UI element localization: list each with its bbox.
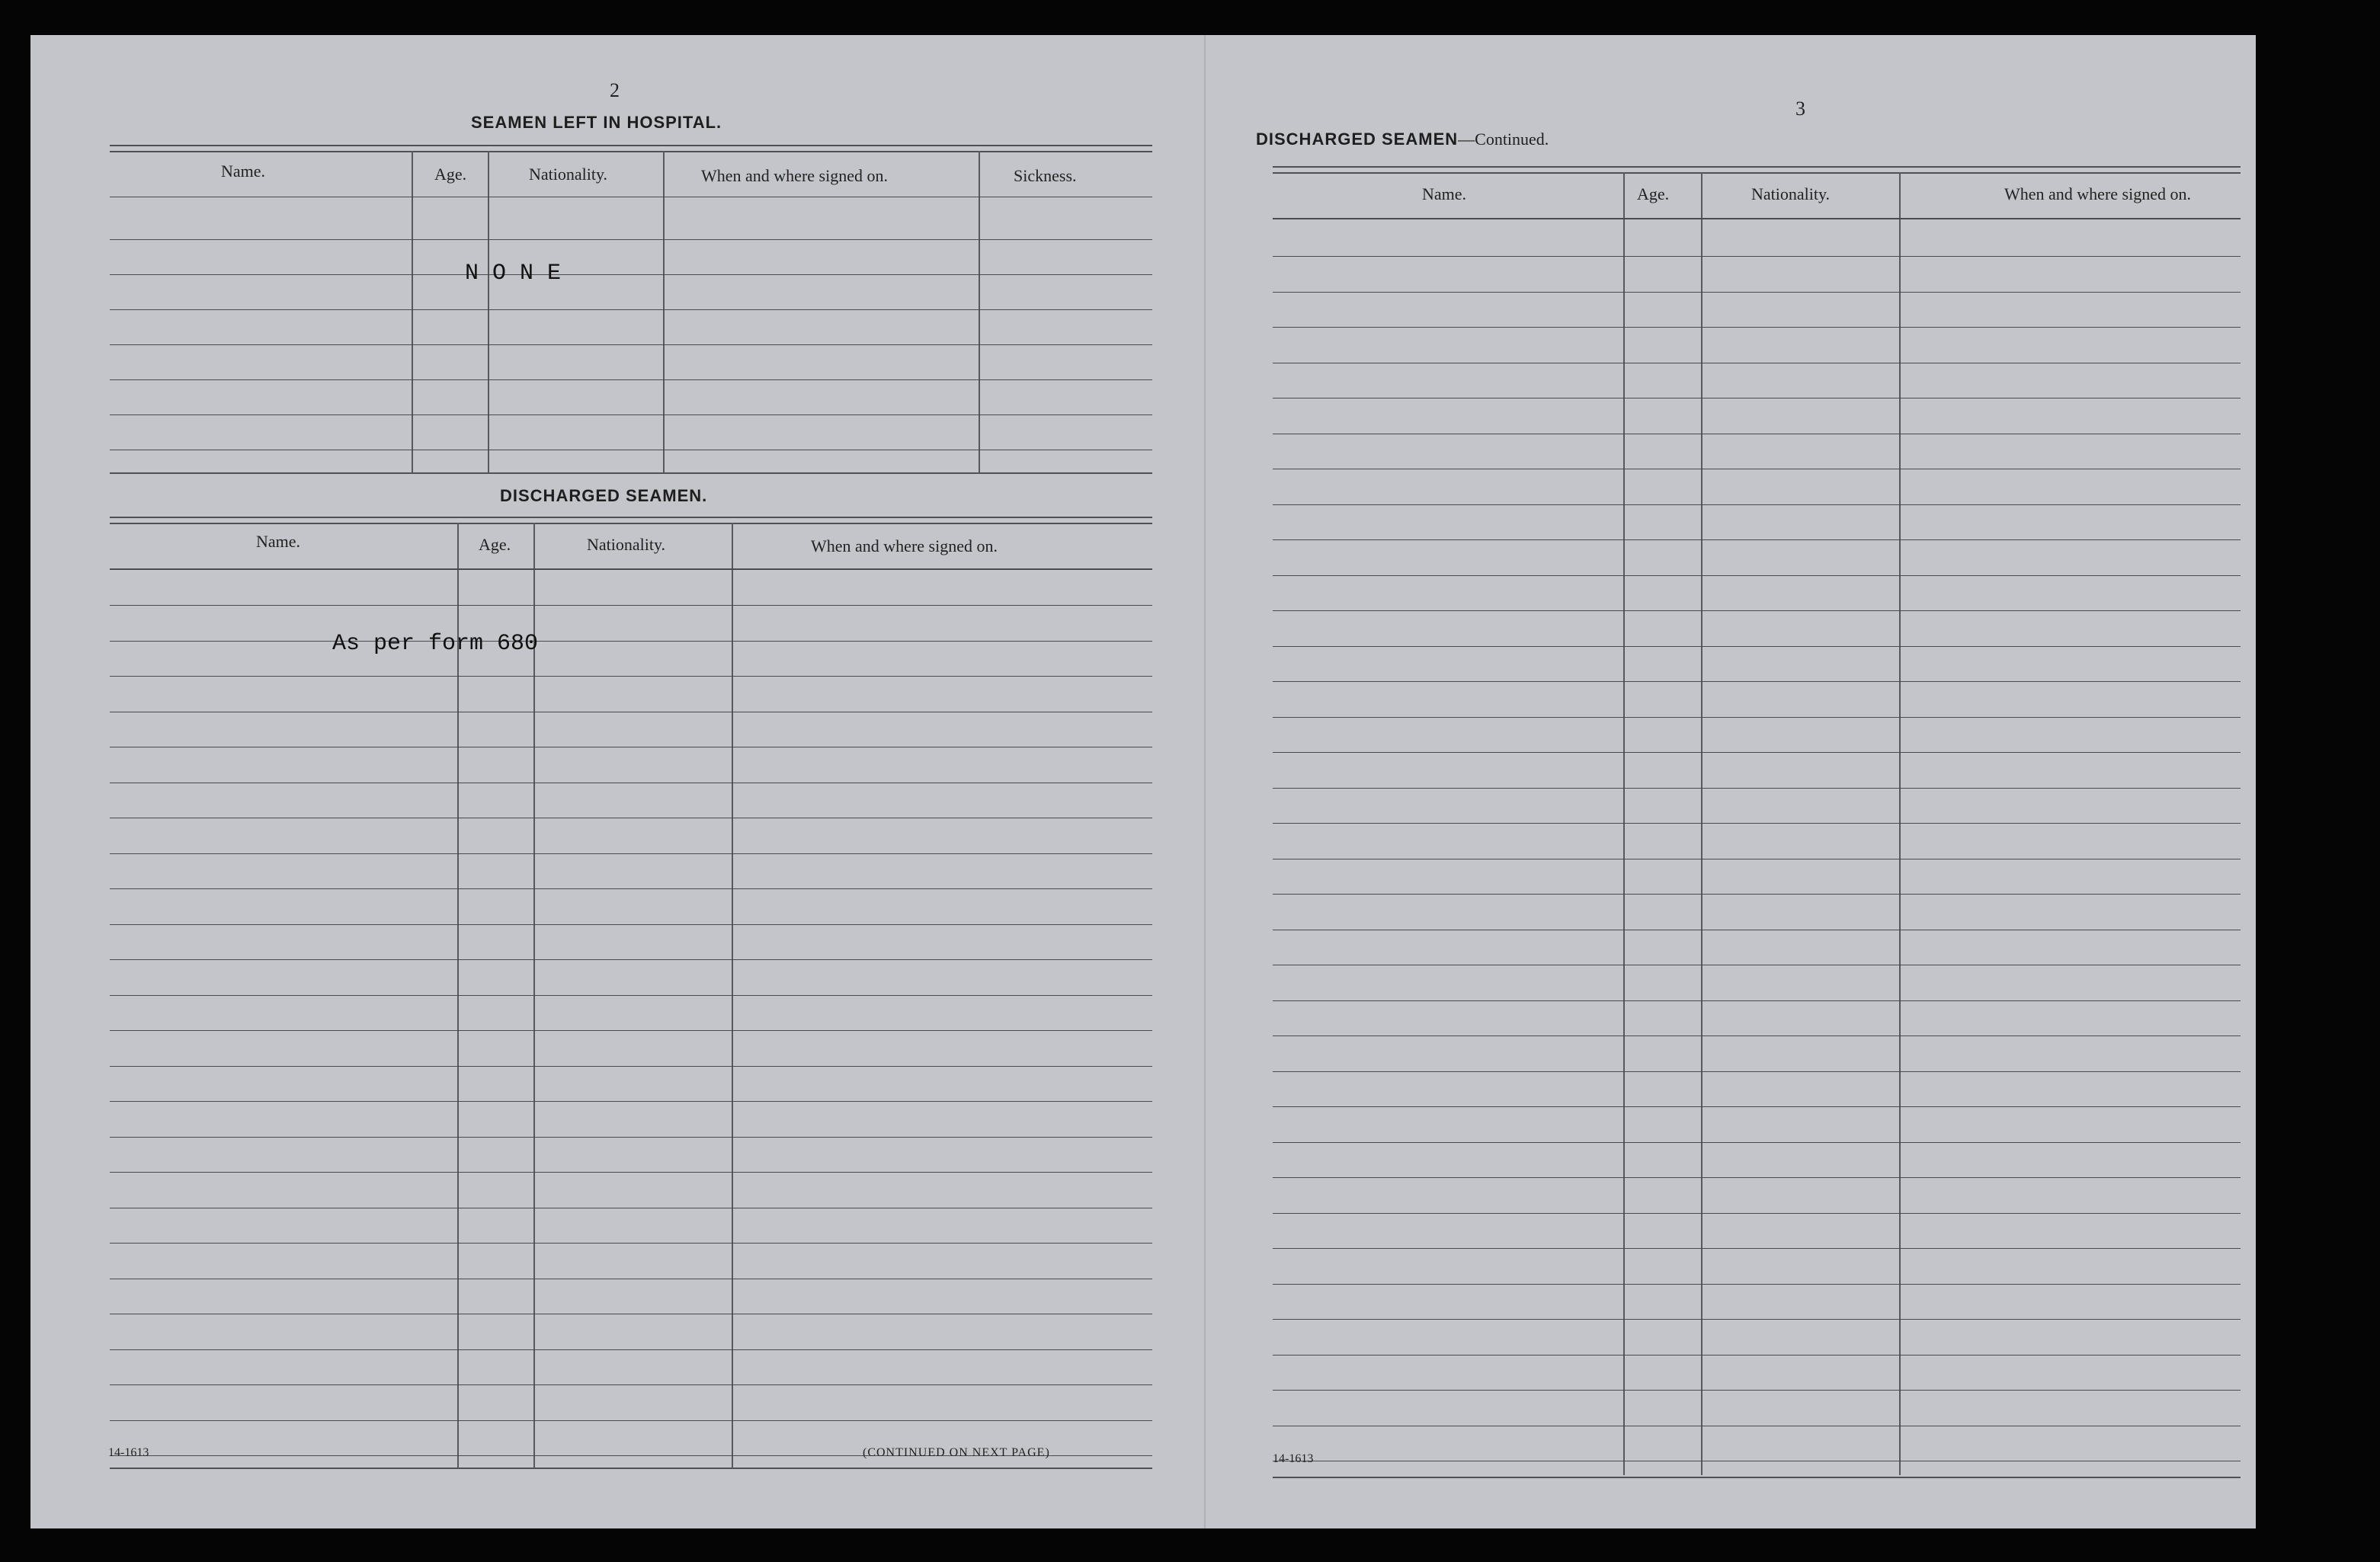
torn-edge: [2309, 747, 2380, 975]
ruled-row-line: [1273, 1284, 2241, 1285]
discharged-top-rule: [110, 517, 1152, 518]
ruled-row-line: [110, 1030, 1152, 1031]
discharged-top-rule-2: [110, 523, 1152, 524]
hospital-top-rule: [110, 145, 1152, 146]
ruled-row-line: [1273, 327, 2241, 328]
hospital-divider-3: [663, 151, 665, 472]
continued-divider-2: [1701, 172, 1703, 1475]
ruled-row-line: [110, 1420, 1152, 1421]
page-number: 3: [1795, 98, 1805, 120]
ruled-row-line: [1273, 1213, 2241, 1214]
ruled-row-line: [110, 1172, 1152, 1173]
ruled-row-line: [1273, 894, 2241, 895]
continued-divider-3: [1899, 172, 1901, 1475]
ruled-row-line: [110, 924, 1152, 925]
discharged-col-age: Age.: [479, 535, 511, 554]
ruled-row-line: [1273, 681, 2241, 682]
ruled-row-line: [110, 605, 1152, 606]
ruled-row-line: [1273, 1071, 2241, 1072]
ruled-row-line: [110, 1101, 1152, 1102]
ruled-row-line: [110, 1384, 1152, 1385]
continued-top-rule: [1273, 166, 2241, 168]
punch-hole: [2276, 163, 2311, 198]
ruled-row-line: [110, 995, 1152, 996]
right-page: [1204, 35, 2256, 1528]
hospital-row-rule: [110, 309, 1152, 310]
ruled-row-line: [110, 959, 1152, 960]
ruled-row-line: [1273, 610, 2241, 611]
hospital-row-rule: [110, 344, 1152, 345]
ruled-row-line: [1273, 1390, 2241, 1391]
hospital-row-rule: [110, 379, 1152, 380]
hospital-section-title: SEAMEN LEFT IN HOSPITAL.: [471, 113, 722, 132]
title-main: DISCHARGED SEAMEN: [1256, 130, 1459, 149]
ruled-row-line: [110, 1349, 1152, 1350]
continued-col-age: Age.: [1637, 184, 1670, 203]
continued-divider-1: [1623, 172, 1625, 1475]
page-number: 2: [610, 79, 620, 101]
ruled-row-line: [1273, 1355, 2241, 1356]
ruled-row-line: [1273, 1106, 2241, 1107]
ruled-row-line: [1273, 292, 2241, 293]
hospital-divider-2: [488, 151, 489, 472]
continued-col-nationality: Nationality.: [1751, 184, 1831, 203]
continued-bottom-rule: [1273, 1477, 2241, 1478]
hospital-bottom-rule: [110, 472, 1152, 474]
ruled-row-line: [1273, 539, 2241, 540]
discharged-col-nationality: Nationality.: [587, 535, 666, 554]
ruled-row-line: [1273, 1319, 2241, 1320]
discharged-col-name: Name.: [256, 532, 301, 551]
ruled-row-line: [110, 676, 1152, 677]
ruled-row-line: [1273, 256, 2241, 257]
hospital-col-signed-on: When and where signed on.: [701, 166, 888, 185]
document-sheet: [30, 35, 2256, 1528]
continued-top-rule-2: [1273, 172, 2241, 174]
ruled-row-line: [1273, 752, 2241, 753]
hospital-col-age: Age.: [434, 165, 467, 184]
ruled-row-line: [110, 853, 1152, 854]
ruled-row-line: [1273, 398, 2241, 399]
ruled-row-line: [1273, 575, 2241, 576]
discharged-bottom-rule: [110, 1468, 1152, 1469]
discharged-header-rule: [110, 568, 1152, 570]
ruled-row-line: [1273, 823, 2241, 824]
ruled-row-line: [110, 1137, 1152, 1138]
continued-note: (CONTINUED ON NEXT PAGE): [863, 1446, 1050, 1459]
ruled-row-line: [1273, 1142, 2241, 1143]
form-number: 14-1613: [108, 1446, 149, 1459]
hospital-top-rule-2: [110, 151, 1152, 152]
hospital-col-nationality: Nationality.: [529, 165, 608, 184]
hospital-row-rule: [110, 274, 1152, 275]
ruled-row-line: [1273, 1000, 2241, 1001]
hospital-entry-none: N O N E: [465, 261, 562, 286]
ruled-row-line: [1273, 1177, 2241, 1178]
hospital-divider-1: [412, 151, 413, 472]
hospital-col-name: Name.: [221, 162, 266, 181]
discharged-col-signed-on: When and where signed on.: [811, 536, 998, 555]
ruled-row-line: [110, 1066, 1152, 1067]
discharged-section-title: DISCHARGED SEAMEN.: [500, 486, 708, 505]
left-page: [30, 35, 1204, 1528]
discharged-entry: As per form 680: [332, 631, 539, 657]
punch-hole: [2276, 286, 2311, 322]
continued-col-name: Name.: [1422, 184, 1467, 203]
ruled-row-line: [1273, 788, 2241, 789]
ruled-row-line: [110, 888, 1152, 889]
ruled-row-line: [1273, 1035, 2241, 1036]
ruled-row-line: [1273, 646, 2241, 647]
form-number: 14-1613: [1273, 1452, 1314, 1465]
continued-header-rule: [1273, 218, 2241, 219]
ruled-row-line: [110, 641, 1152, 642]
continued-col-signed-on: When and where signed on.: [2004, 184, 2191, 203]
ruled-row-line: [1273, 717, 2241, 718]
hospital-divider-4: [979, 151, 980, 472]
hospital-col-sickness: Sickness.: [1014, 166, 1077, 185]
hospital-row-rule: [110, 239, 1152, 240]
punch-hole: [2276, 1143, 2311, 1178]
ruled-row-line: [1273, 1248, 2241, 1249]
ruled-row-line: [1273, 504, 2241, 505]
punch-hole: [2276, 1021, 2311, 1056]
ruled-row-line: [110, 1243, 1152, 1244]
discharged-continued-title: [1256, 130, 1549, 149]
title-suffix: —Continued.: [1458, 130, 1549, 149]
